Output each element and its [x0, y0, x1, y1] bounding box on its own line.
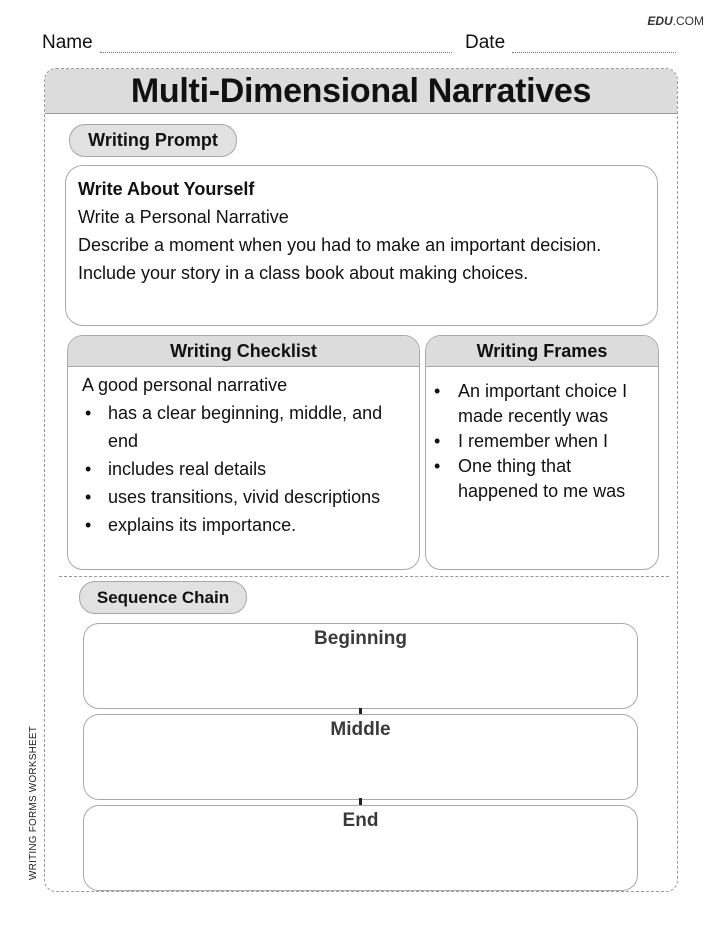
checklist-intro: A good personal narrative [82, 375, 288, 395]
checklist-list [82, 399, 409, 539]
sequence-beginning-box[interactable] [83, 623, 638, 709]
checklist-title: Writing Checklist [68, 336, 419, 367]
sequence-middle-box[interactable] [83, 714, 638, 800]
checklist-box [67, 335, 420, 570]
title-bar [45, 69, 677, 114]
sequence-end-box[interactable] [83, 805, 638, 891]
name-field[interactable] [100, 52, 452, 53]
frames-list [432, 379, 654, 504]
writing-prompt-label: Writing Prompt [69, 124, 237, 157]
frames-title: Writing Frames [426, 336, 658, 367]
prompt-heading: Write About Yourself [78, 179, 255, 199]
prompt-body: Describe a moment when you had to make an important decision. Include your story in a class book about making choices. [78, 235, 602, 283]
section-divider [59, 576, 669, 577]
frame-item: • One thing that happened to me was [432, 454, 654, 504]
brand-suffix: .COM [672, 14, 704, 28]
checklist-item: • includes real details [82, 455, 409, 483]
checklist-item: • uses transitions, vivid descriptions [82, 483, 409, 511]
sequence-end-label: End [342, 810, 379, 831]
chain-connector [359, 798, 362, 805]
name-label: Name [42, 32, 93, 53]
date-field[interactable] [512, 52, 676, 53]
worksheet-frame [44, 68, 678, 892]
frame-item: • An important choice I made recently was [432, 379, 654, 429]
side-label: WRITING FORMS WORKSHEET [28, 725, 39, 880]
checklist-item: • explains its importance. [82, 511, 409, 539]
sequence-middle-label: Middle [330, 719, 391, 740]
sequence-chain-label: Sequence Chain [79, 581, 247, 614]
prompt-subheading: Write a Personal Narrative [78, 207, 289, 227]
date-label: Date [465, 32, 506, 53]
brand-bold: EDU [647, 14, 673, 28]
checklist-item: • has a clear beginning, middle, and end [82, 399, 409, 455]
brand-logo [647, 14, 704, 28]
frames-box [425, 335, 659, 570]
page-title: Multi-Dimensional Narratives [130, 71, 592, 110]
sequence-beginning-label: Beginning [314, 628, 407, 649]
frame-item: • I remember when I [432, 429, 654, 454]
prompt-box [65, 165, 658, 326]
